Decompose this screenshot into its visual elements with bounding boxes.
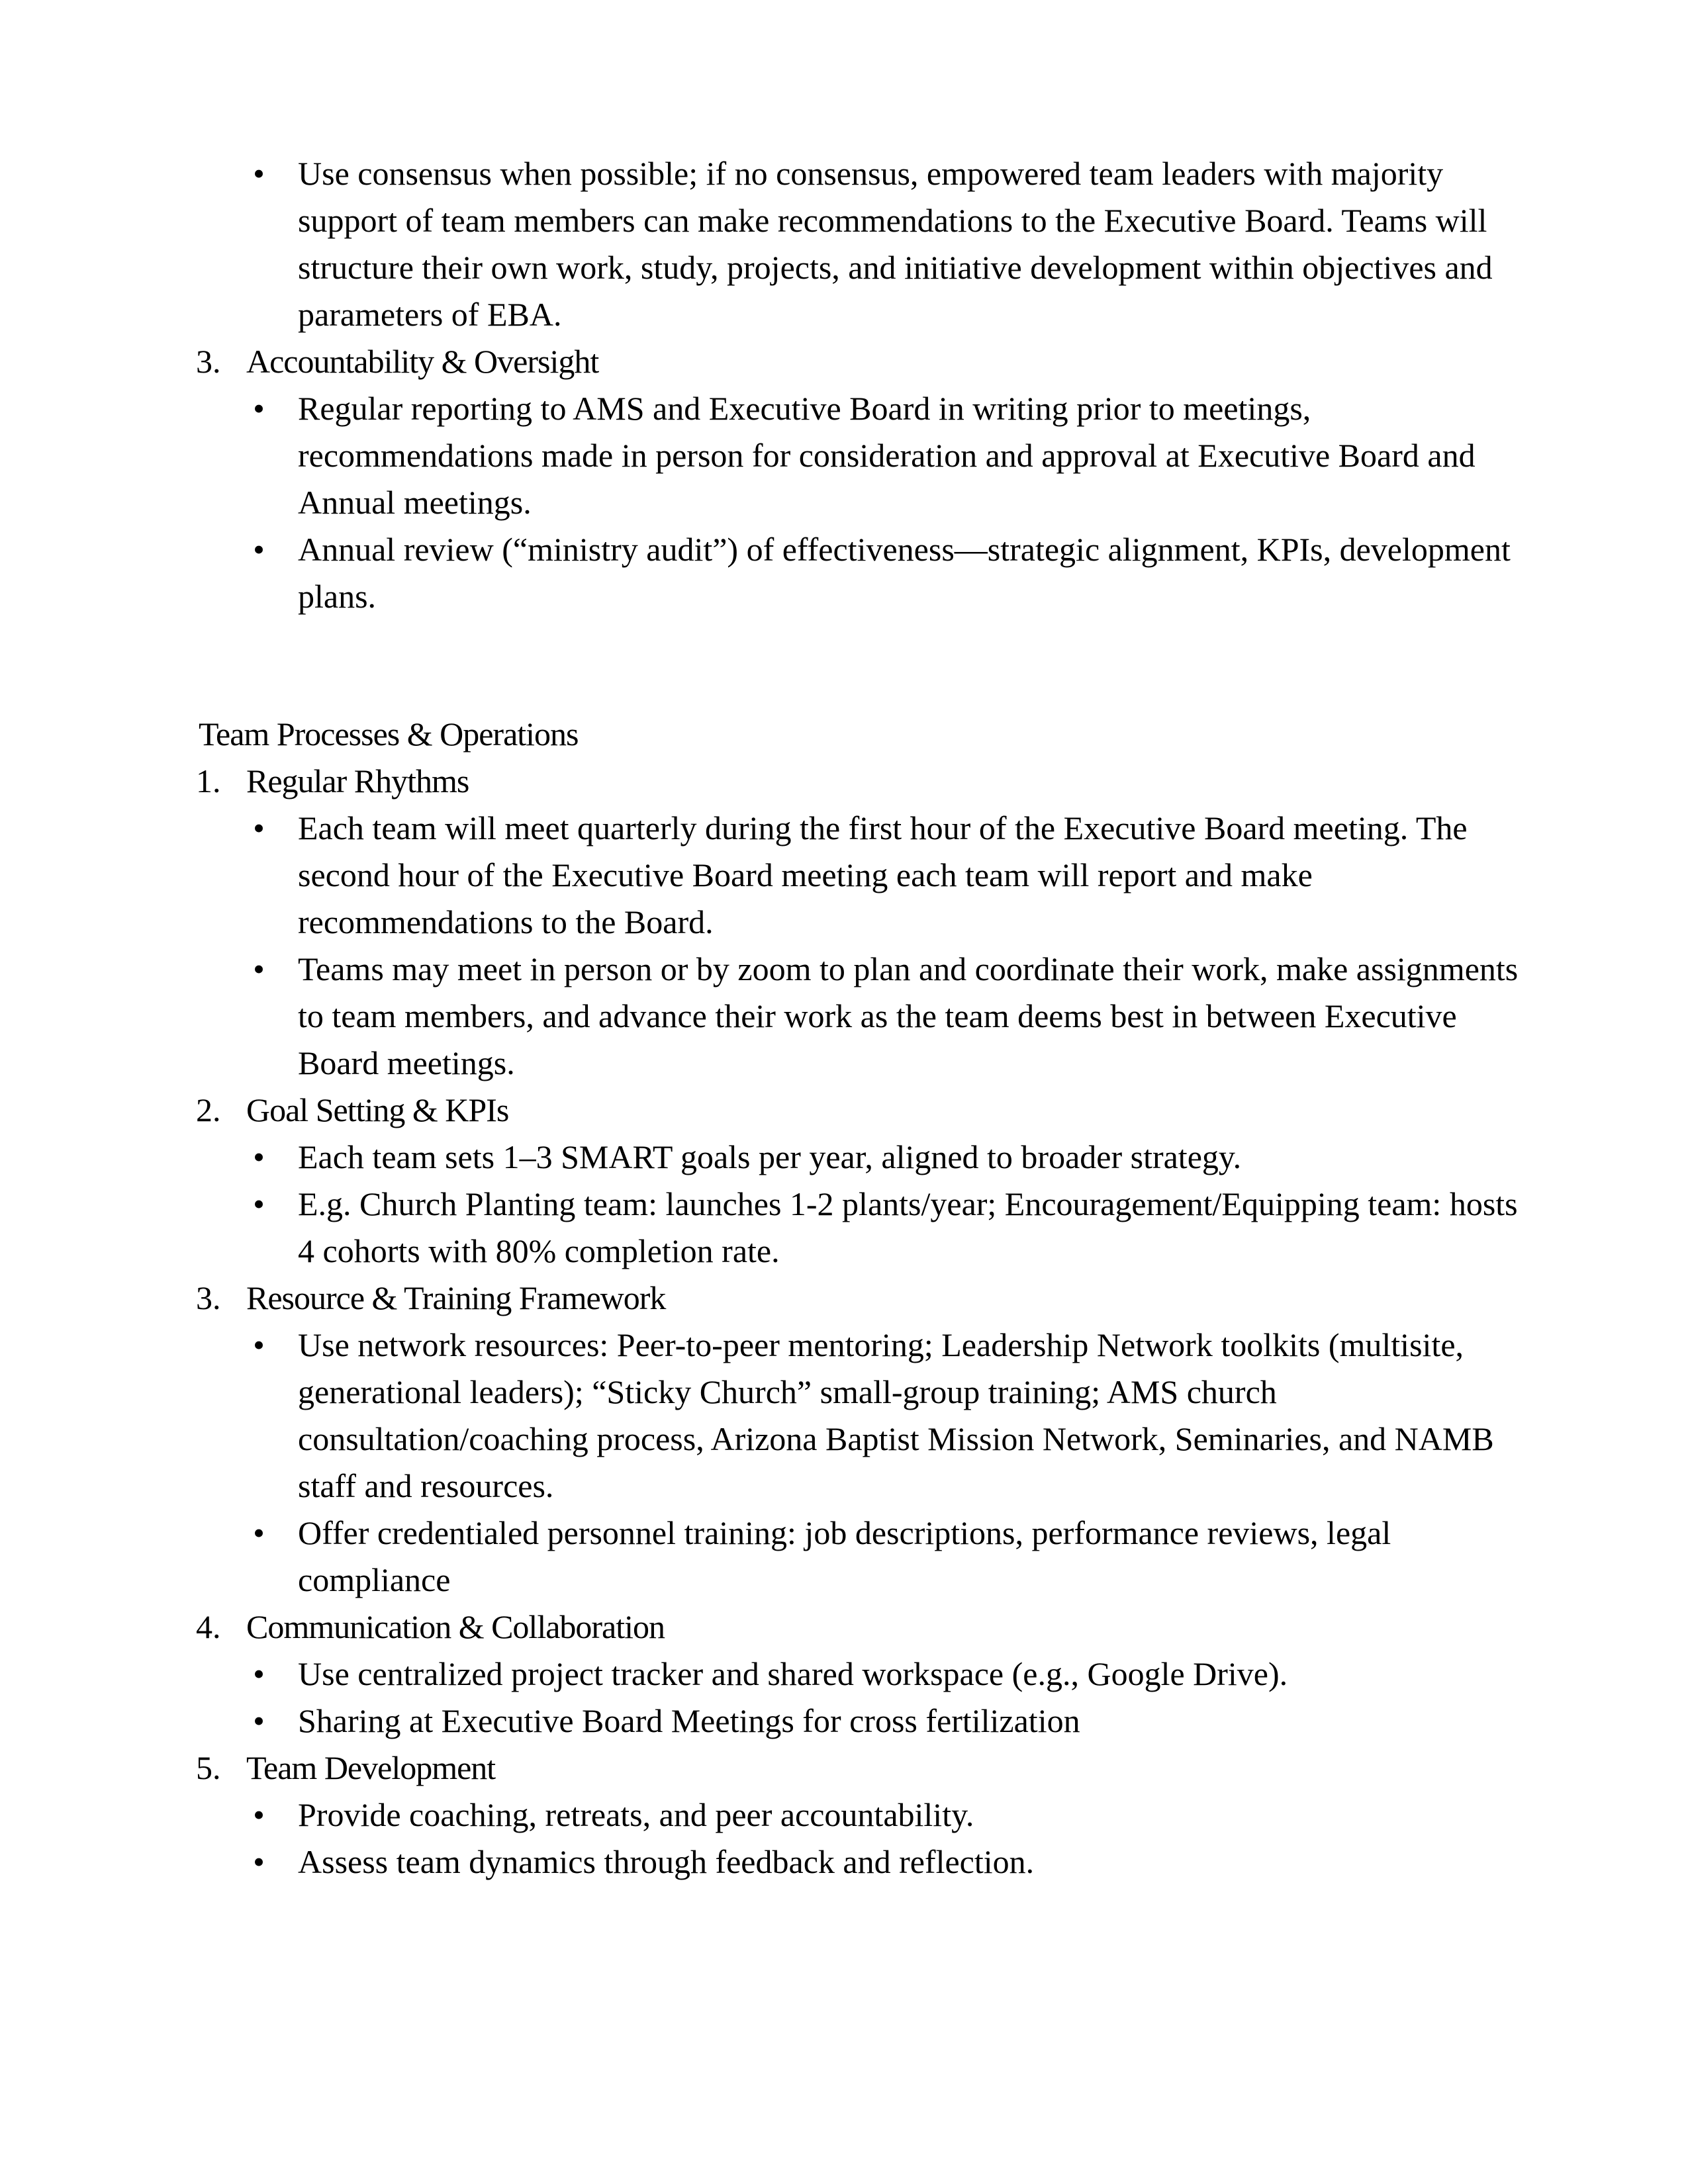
item-heading: Resource & Training Framework: [246, 1279, 666, 1316]
list-item: [0, 1698, 1688, 1745]
item-heading: Regular Rhythms: [246, 762, 469, 799]
bullet-icon: •: [253, 1185, 265, 1222]
numbered-item-heading: [0, 338, 1688, 385]
item-heading: Communication & Collaboration: [246, 1608, 665, 1645]
item-heading: Team Development: [246, 1749, 496, 1786]
numbered-item-heading: [0, 1087, 1688, 1134]
bullet-text: Regular reporting to AMS and Executive Board in writing prior to meetings, recommendations made in person for consideration and approval at Executive Board and Annual meetings.: [298, 390, 1476, 521]
bullet-text: Offer credentialed personnel training: job descriptions, performance reviews, legal compliance: [298, 1514, 1391, 1598]
bullet-text: Each team will meet quarterly during the first hour of the Executive Board meeting. The second hour of the Executive Board meeting each team will report and make recommendations to the Board.: [298, 809, 1468, 940]
list-item: [0, 526, 1688, 620]
bullet-icon: •: [253, 390, 265, 427]
list-item: [0, 150, 1688, 338]
bullet-icon: •: [253, 155, 265, 192]
bullet-text: Use consensus when possible; if no consensus, empowered team leaders with majority support of team members can make recommendations to the Executive Board. Teams will structure their own work, study, projects, and initiative development within objectives and parameters of EBA.: [298, 155, 1493, 333]
list-item: [0, 385, 1688, 526]
top-block: [0, 150, 1688, 620]
item-heading: Accountability & Oversight: [246, 343, 599, 380]
item-number: 3.: [196, 1279, 221, 1316]
bullet-icon: •: [253, 1138, 265, 1175]
list-item: [0, 1792, 1688, 1839]
bullet-icon: •: [253, 809, 265, 846]
numbered-item-heading: [0, 1604, 1688, 1651]
bullet-text: Assess team dynamics through feedback and reflection.: [298, 1843, 1035, 1880]
list-item: [0, 1181, 1688, 1275]
list-item: [0, 1322, 1688, 1510]
section-title-row: [0, 711, 1688, 758]
item-number: 3.: [196, 343, 221, 380]
list-item: [0, 1839, 1688, 1886]
numbered-item-heading: [0, 758, 1688, 805]
item-heading: Goal Setting & KPIs: [246, 1091, 509, 1128]
bullet-icon: •: [253, 1655, 265, 1692]
bullet-icon: •: [253, 531, 265, 568]
bullet-text: Provide coaching, retreats, and peer accountability.: [298, 1796, 974, 1833]
numbered-item-heading: [0, 1745, 1688, 1792]
item-number: 2.: [196, 1091, 221, 1128]
bullet-icon: •: [253, 950, 265, 987]
bullet-text: Each team sets 1–3 SMART goals per year, aligned to broader strategy.: [298, 1138, 1242, 1175]
list-item: [0, 1134, 1688, 1181]
list-item: [0, 946, 1688, 1087]
bullet-text: Use network resources: Peer-to-peer mentoring; Leadership Network toolkits (multisite, generational leaders); “Sticky Church” small-group training; AMS church consultation/coaching process, Arizona Baptist Mission Network, Seminaries, and NAMB staff and resources.: [298, 1326, 1494, 1504]
bullet-icon: •: [253, 1796, 265, 1833]
bullet-text: Use centralized project tracker and shared workspace (e.g., Google Drive).: [298, 1655, 1288, 1692]
list-item: [0, 1510, 1688, 1604]
item-number: 4.: [196, 1608, 221, 1645]
list-item: [0, 805, 1688, 946]
numbered-item-heading: [0, 1275, 1688, 1322]
bullet-icon: •: [253, 1326, 265, 1363]
bullet-icon: •: [253, 1514, 265, 1551]
section-title: Team Processes & Operations: [199, 715, 579, 752]
item-number: 1.: [196, 762, 221, 799]
item-number: 5.: [196, 1749, 221, 1786]
bullet-text: Teams may meet in person or by zoom to plan and coordinate their work, make assignments to team members, and advance their work as the team deems best in between Executive Board meetings.: [298, 950, 1519, 1081]
bullet-text: Annual review (“ministry audit”) of effectiveness—strategic alignment, KPIs, development plans.: [298, 531, 1511, 615]
bullet-icon: •: [253, 1702, 265, 1739]
bullet-text: Sharing at Executive Board Meetings for cross fertilization: [298, 1702, 1080, 1739]
bullet-icon: •: [253, 1843, 265, 1880]
list-item: [0, 1651, 1688, 1698]
bullet-text: E.g. Church Planting team: launches 1-2 plants/year; Encouragement/Equipping team: hosts 4 cohorts with 80% completion rate.: [298, 1185, 1518, 1269]
section-team-processes: [0, 711, 1688, 1886]
